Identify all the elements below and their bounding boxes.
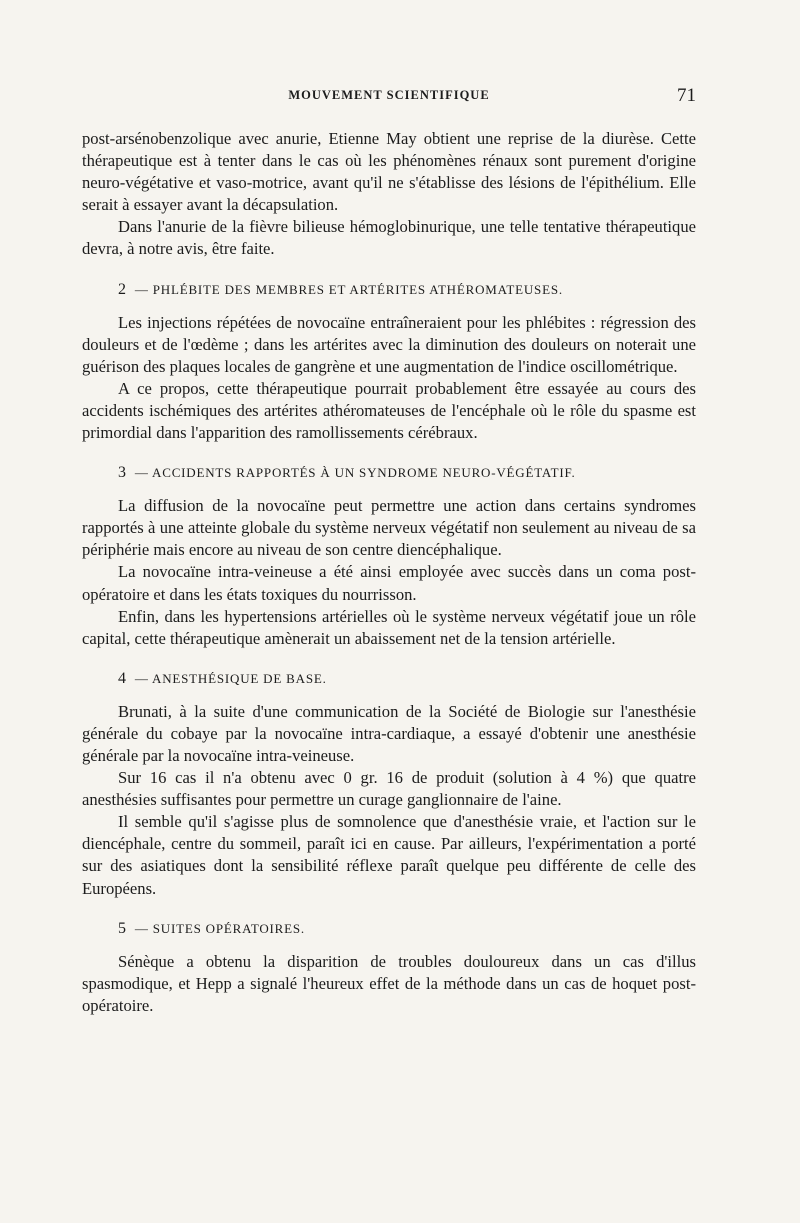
paragraph: Sénèque a obtenu la disparition de troubles douloureux dans un cas d'illus spasmodique, et Hepp a signalé l'heureux effet de la méthode dans un cas de hoquet post-opératoire. xyxy=(82,951,696,1015)
section-heading-5 xyxy=(82,920,696,938)
paragraph: Les injections répétées de novocaïne entraîneraient pour les phlébites : régression des douleurs et de l'œdème ; dans les artérites avec la diminution des douleurs on noterait une guérison des plaques locales de gangrène et une augmentation de l'indice oscillométrique. xyxy=(82,312,696,376)
paragraph-intro-1: post-arsénobenzolique avec anurie, Etienne May obtient une reprise de la diurèse. Cette thérapeutique est à tenter dans le cas où les phénomènes rénaux sont purement d'origine neuro-végétative et vaso-motrice, avant qu'il ne s'établisse des lésions de l'épithélium. Elle serait à essayer avant la décapsulation. xyxy=(82,129,696,215)
paragraph: A ce propos, cette thérapeutique pourrait probablement être essayée au cours des accidents ischémiques des artérites athéromateuses de l'encéphale où le rôle du spasme est primordial dans l'apparition des ramollissements cérébraux. xyxy=(82,378,696,443)
paragraph: Enfin, dans les hypertensions artérielles où le système nerveux végétatif joue un rôle capital, cette thérapeutique amènerait un abaissement net de la tension artérielle. xyxy=(82,606,696,648)
section-title: SUITES OPÉRATOIRES. xyxy=(152,920,305,936)
paragraph: Sur 16 cas il n'a obtenu avec 0 gr. 16 de produit (solution à 4 %) que quatre anesthésies suffisantes pour permettre un curage ganglionnaire de l'aine. xyxy=(82,768,696,810)
running-head: MOUVEMENT SCIENTIFIQUE xyxy=(288,88,490,102)
section-heading-3 xyxy=(82,464,696,482)
section-dash: — xyxy=(134,670,149,686)
paragraph: La diffusion de la novocaïne peut permettre une action dans certains syndromes rapportés à une atteinte globale du système nerveux végétatif non seulement au niveau de sa périphérie mais encore au niveau de son centre diencéphalique. xyxy=(82,496,696,560)
body-text xyxy=(82,128,696,1017)
section-number: 4 xyxy=(118,669,127,687)
section-dash: — xyxy=(134,920,149,936)
section-number: 2 xyxy=(118,280,127,298)
section-number: 5 xyxy=(118,919,127,937)
paragraph: Il semble qu'il s'agisse plus de somnolence que d'anesthésie vraie, et l'action sur le diencéphale, centre du sommeil, paraît ici en cause. Par ailleurs, l'expérimentation a porté sur des asiatiques dont la sensibilité réflexe paraît quelque peu différente de celle des Européens. xyxy=(82,812,696,898)
section-heading-4 xyxy=(82,670,696,688)
section-title: ANESTHÉSIQUE DE BASE. xyxy=(152,670,327,686)
section-title: ACCIDENTS RAPPORTÉS À UN SYNDROME NEURO-VÉGÉTATIF. xyxy=(152,465,576,481)
section-title: PHLÉBITE DES MEMBRES ET ARTÉRITES ATHÉROMATEUSES. xyxy=(152,281,563,297)
section-number: 3 xyxy=(118,464,127,482)
page-header xyxy=(82,85,696,110)
section-dash: — xyxy=(134,465,149,481)
section-dash: — xyxy=(134,281,149,297)
paragraph-intro-2: Dans l'anurie de la fièvre bilieuse hémoglobinurique, une telle tentative thérapeutique devra, à notre avis, être faite. xyxy=(82,217,696,259)
paragraph: La novocaïne intra-veineuse a été ainsi employée avec succès dans un coma post-opératoire et dans les états toxiques du nourrisson. xyxy=(82,562,696,604)
paragraph: Brunati, à la suite d'une communication de la Société de Biologie sur l'anesthésie générale du cobaye par la novocaïne intra-cardiaque, a essayé d'obtenir une anesthésie générale par la novocaïne intra-veineuse. xyxy=(82,701,696,765)
section-heading-2 xyxy=(82,281,696,299)
page-number: 71 xyxy=(677,85,696,106)
